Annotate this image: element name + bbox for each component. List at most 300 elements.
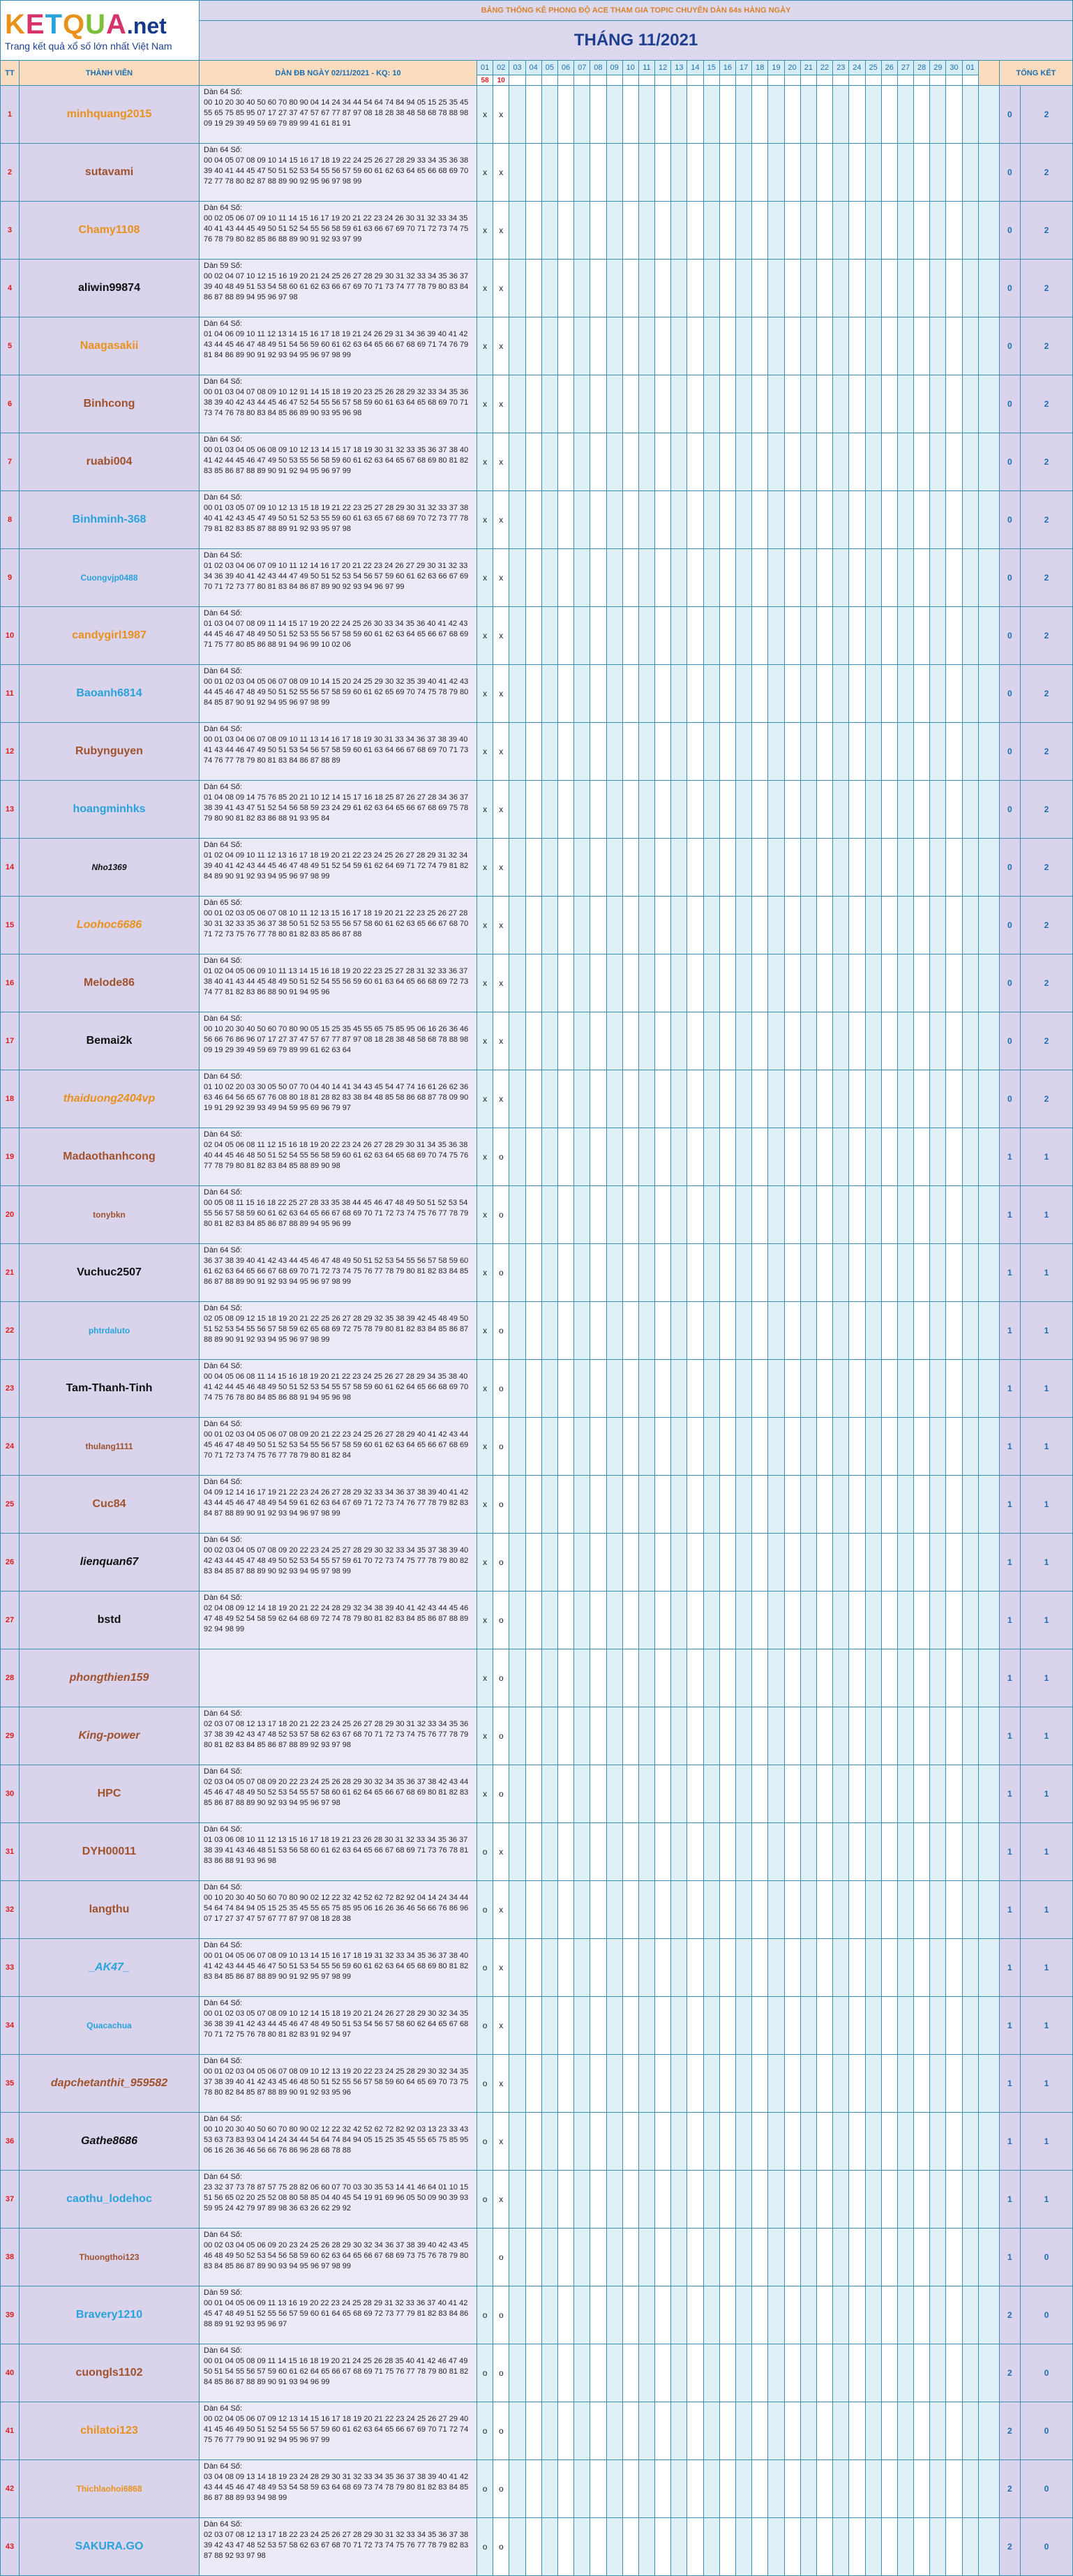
number-set-heading: Dàn 64 Số: [204,320,243,328]
member-name[interactable]: lienquan67 [20,1534,200,1592]
day-cell [800,317,816,375]
day-cell: x [477,1360,493,1418]
day-cell [622,549,638,607]
day-cell [655,317,671,375]
day-cell [816,1476,832,1534]
day-cell [752,2518,768,2576]
day-cell [687,1418,703,1476]
day-cell [946,1070,962,1128]
day-cell [962,1418,978,1476]
day-cell [687,1476,703,1534]
number-set-values: 01 03 04 07 08 09 11 14 15 17 19 20 22 24 25 26 30 33 34 35 36 40 41 42 43 44 45 46 47 48 49 50 51 52 53 55 56 57 58 59 60 61 62 63 64 65 66 67 68 69 71 75 77 80 85 86 88 91 94 96 99 10 02 06 [204,620,469,649]
day-cell [541,1244,557,1302]
day-header: 05 [541,61,557,75]
member-name[interactable]: thulang1111 [20,1418,200,1476]
hit-count: 0 [999,897,1020,954]
member-name[interactable]: Naagasakii [20,317,200,375]
day-cell [865,202,881,260]
day-cell [655,665,671,723]
day-cell [525,2171,541,2229]
member-name[interactable]: Baoanh6814 [20,665,200,723]
day-cell [687,1823,703,1881]
member-name[interactable]: sutavami [20,144,200,202]
day-cell [622,665,638,723]
member-name[interactable]: phongthien159 [20,1649,200,1707]
table-title: BẢNG THỐNG KÊ PHONG ĐỘ ACE THAM GIA TOPIC CHUYÊN DÀN 64s HÀNG NGÀY [200,1,1073,21]
day-cell [736,2518,752,2576]
day-cell [719,2518,735,2576]
member-name[interactable]: ruabi004 [20,433,200,491]
day-cell [768,260,784,317]
day-cell [509,549,525,607]
day-cell [930,665,946,723]
day-cell [930,1592,946,1649]
hit-count: 1 [999,2055,1020,2113]
day-cell [638,375,654,433]
day-cell [703,260,719,317]
day-cell [719,491,735,549]
day-cell [509,897,525,954]
day-cell [557,1360,573,1418]
day-cell [638,954,654,1012]
hit-count: 1 [999,2171,1020,2229]
day-cell [914,202,930,260]
day-cell [930,1881,946,1939]
day-cell [914,1476,930,1534]
member-name[interactable]: Bemai2k [20,1012,200,1070]
day-cell [768,607,784,665]
number-set-values: 02 03 07 08 12 13 17 18 20 21 22 23 24 25 26 27 28 29 30 31 32 33 34 35 36 37 38 39 42 43 47 48 52 53 57 58 62 63 67 68 70 71 72 73 74 75 76 77 78 79 80 81 82 83 84 85 86 87 88 89 92 93 97 98 [204,1720,469,1749]
day-cell [946,86,962,144]
day-cell [719,1186,735,1244]
day-cell [768,86,784,144]
member-name[interactable]: Tam-Thanh-Tinh [20,1360,200,1418]
day-cell [525,1244,541,1302]
day-cell [719,1997,735,2055]
member-name[interactable]: hoangminhks [20,781,200,839]
day-cell [736,607,752,665]
member-name[interactable]: Madaothanhcong [20,1128,200,1186]
day-cell [784,1997,800,2055]
number-set-values: 00 01 02 03 05 06 07 08 10 11 12 13 15 16 17 18 19 20 21 22 23 25 26 27 28 30 31 32 33 35 36 37 38 50 51 52 53 55 56 57 58 60 61 62 63 65 66 67 68 70 71 72 73 75 76 77 78 80 81 82 83 85 86 87 88 [204,909,469,938]
day-cell [606,954,622,1012]
day-cell [833,781,849,839]
day-cell [687,1128,703,1186]
day-cell [655,839,671,897]
day-cell [946,1823,962,1881]
spacer-cell [978,2229,999,2286]
day-cell [736,317,752,375]
day-cell [541,433,557,491]
day-cell [881,2344,897,2402]
day-cell [687,781,703,839]
member-name[interactable]: langthu [20,1881,200,1939]
day-cell [736,1476,752,1534]
day-cell [930,202,946,260]
day-cell [703,839,719,897]
member-name[interactable]: phtrdaluto [20,1302,200,1360]
hit-count: 2 [999,2344,1020,2402]
day-cell [703,1360,719,1418]
day-cell [606,1418,622,1476]
member-name[interactable]: Chamy1108 [20,202,200,260]
number-set-heading: Dàn 64 Số: [204,1883,243,1892]
day-cell [671,1823,687,1881]
day-cell [849,1707,865,1765]
day-cell [703,2344,719,2402]
day-cell [865,1765,881,1823]
day-cell [541,2286,557,2344]
miss-count: 1 [1020,1707,1072,1765]
day-cell [784,2402,800,2460]
day-cell [800,1186,816,1244]
day-cell [946,549,962,607]
day-header: 17 [736,61,752,75]
day-cell [736,723,752,781]
day-cell [897,723,913,781]
day-cell [833,954,849,1012]
day-cell [784,317,800,375]
miss-count: 1 [1020,1418,1072,1476]
day-cell [930,375,946,433]
number-set-heading: Dàn 64 Số: [204,2173,243,2181]
day-cell [849,2344,865,2402]
day-cell [509,1186,525,1244]
day-cell [509,1592,525,1649]
day-cell [574,839,590,897]
number-set-heading: Dàn 64 Số: [204,435,243,444]
member-name[interactable]: DYH00011 [20,1823,200,1881]
number-set-heading: Dàn 64 Số: [204,1420,243,1428]
day-cell [590,1881,606,1939]
day-cell [865,2113,881,2171]
day-cell [638,607,654,665]
day-cell [719,2402,735,2460]
number-set-values: 01 02 04 09 10 11 12 13 16 17 18 19 20 21 22 23 24 25 26 27 28 29 31 32 34 39 40 41 42 43 44 45 46 47 48 49 51 52 54 59 61 62 64 69 71 72 74 79 81 82 84 89 90 91 92 93 94 95 96 97 98 99 [204,851,469,881]
miss-count: 1 [1020,1244,1072,1302]
day-cell [962,723,978,781]
member-name[interactable]: chilatoi123 [20,2402,200,2460]
day-cell [962,665,978,723]
day-cell [590,1707,606,1765]
number-set-heading: Dàn 64 Số: [204,146,243,154]
member-name[interactable]: candygirl1987 [20,607,200,665]
day-cell [962,2518,978,2576]
day-cell [655,1765,671,1823]
site-logo[interactable] [1,1,200,61]
day-cell [962,1881,978,1939]
day-cell [541,1649,557,1707]
spacer-cell [978,1881,999,1939]
result-cell [622,75,638,86]
day-cell [865,1476,881,1534]
day-cell [784,1070,800,1128]
day-cell: x [477,1186,493,1244]
day-cell [590,549,606,607]
spacer-cell [978,1244,999,1302]
day-cell [736,1360,752,1418]
day-cell [946,2460,962,2518]
day-cell [752,2055,768,2113]
day-cell [849,781,865,839]
table-row [1,491,1073,549]
day-cell [719,897,735,954]
miss-count: 1 [1020,2171,1072,2229]
day-cell [897,607,913,665]
day-cell [897,2113,913,2171]
day-cell: o [477,2344,493,2402]
table-row [1,260,1073,317]
day-cell [914,317,930,375]
member-name[interactable]: cuongls1102 [20,2344,200,2402]
member-name[interactable]: bstd [20,1592,200,1649]
day-header: 16 [719,61,735,75]
day-cell [865,839,881,897]
spacer-cell [978,1418,999,1476]
day-cell [606,144,622,202]
result-cell [509,75,525,86]
day-cell [509,723,525,781]
number-set-values: 00 01 03 04 05 06 08 09 10 12 13 14 15 17 18 19 30 31 32 33 35 36 37 38 40 41 42 44 45 46 47 49 50 53 55 56 58 59 60 61 62 63 64 65 67 68 69 80 81 82 83 85 86 87 88 89 90 91 92 94 95 96 97 99 [204,446,469,475]
day-cell: o [493,2518,509,2576]
member-name[interactable]: Rubynguyen [20,723,200,781]
day-cell: x [493,317,509,375]
day-cell [752,723,768,781]
day-cell [784,1302,800,1360]
row-number: 22 [1,1302,20,1360]
number-set [200,2344,477,2402]
member-name[interactable]: tonybkn [20,1186,200,1244]
day-cell [671,2286,687,2344]
day-cell [897,1823,913,1881]
day-cell [946,1012,962,1070]
day-cell [946,1186,962,1244]
hit-count: 1 [999,1302,1020,1360]
number-set-values: 00 10 20 30 40 50 60 70 80 90 02 12 22 32 42 52 62 72 82 92 03 13 23 33 43 53 63 73 83 93 04 14 24 34 44 54 64 74 84 94 05 15 25 35 45 55 65 75 85 95 06 16 26 36 46 56 66 76 86 96 28 68 78 88 [204,2125,469,2155]
member-name[interactable]: Melode86 [20,954,200,1012]
day-cell [962,2113,978,2171]
spacer-cell [978,1476,999,1534]
day-cell [865,2344,881,2402]
day-cell [590,2055,606,2113]
day-cell [946,1592,962,1649]
day-cell [800,2171,816,2229]
day-cell [881,1534,897,1592]
day-cell [816,1186,832,1244]
day-cell [687,2460,703,2518]
day-cell: x [477,1649,493,1707]
day-cell [881,1592,897,1649]
day-cell [509,1823,525,1881]
day-cell [897,549,913,607]
day-cell [849,1881,865,1939]
day-cell [784,549,800,607]
day-cell [768,202,784,260]
day-cell [541,1302,557,1360]
miss-count: 2 [1020,491,1072,549]
number-set-values: 01 02 03 04 06 07 09 10 11 12 14 16 17 20 21 22 23 24 26 27 29 30 31 32 33 34 36 39 40 41 42 43 44 47 49 50 51 52 53 54 56 57 59 60 61 62 63 66 67 69 70 71 72 73 77 80 81 83 84 86 87 89 90 92 93 94 96 97 99 [204,562,469,591]
member-name[interactable]: Bravery1210 [20,2286,200,2344]
number-set-heading: Dàn 64 Số: [204,2057,243,2065]
member-name[interactable]: King-power [20,1707,200,1765]
member-name[interactable]: thaiduong2404vp [20,1070,200,1128]
day-cell [800,260,816,317]
member-name[interactable]: _AK47_ [20,1939,200,1997]
day-cell [525,1707,541,1765]
day-cell [946,2344,962,2402]
day-cell [509,491,525,549]
day-cell [946,1997,962,2055]
row-number: 25 [1,1476,20,1534]
hit-count: 1 [999,1128,1020,1186]
member-name[interactable]: Binhcong [20,375,200,433]
day-cell [719,2055,735,2113]
day-cell [638,1186,654,1244]
member-name[interactable]: Binhminh-368 [20,491,200,549]
member-name[interactable]: HPC [20,1765,200,1823]
table-row [1,1765,1073,1823]
day-cell [541,1765,557,1823]
day-cell: x [477,549,493,607]
row-number: 32 [1,1881,20,1939]
number-set-values: 00 02 04 05 06 07 09 12 13 14 15 16 17 18 19 20 21 22 23 24 25 26 27 29 40 41 45 46 49 50 51 52 54 55 56 57 59 60 61 62 63 64 65 66 67 69 70 71 72 74 75 76 77 79 90 91 92 94 95 96 97 99 [204,2415,469,2444]
day-cell [930,433,946,491]
day-header: 10 [622,61,638,75]
day-cell [881,954,897,1012]
day-cell [574,86,590,144]
day-cell [622,144,638,202]
day-cell [946,317,962,375]
table-row [1,1128,1073,1186]
day-cell [557,1012,573,1070]
day-cell [962,2229,978,2286]
member-name[interactable]: Thuongthoi123 [20,2229,200,2286]
hit-count: 1 [999,1765,1020,1823]
miss-count: 2 [1020,1012,1072,1070]
member-name[interactable]: Quacachua [20,1997,200,2055]
member-name[interactable]: Cuongvjp0488 [20,549,200,607]
row-number: 38 [1,2229,20,2286]
logo-letter: T [45,8,63,40]
day-cell [930,549,946,607]
day-cell [768,1418,784,1476]
day-cell [833,491,849,549]
day-cell [881,1128,897,1186]
day-cell [703,2286,719,2344]
member-name[interactable]: dapchetanthit_959582 [20,2055,200,2113]
day-cell: x [477,1476,493,1534]
day-cell [865,2402,881,2460]
member-name[interactable]: Vuchuc2507 [20,1244,200,1302]
day-cell [574,1070,590,1128]
day-cell [541,2055,557,2113]
member-name[interactable]: Nho1369 [20,839,200,897]
day-header: 25 [865,61,881,75]
member-name[interactable]: Loohoc6686 [20,897,200,954]
day-cell [914,1881,930,1939]
day-cell [557,1476,573,1534]
day-cell [736,1707,752,1765]
day-cell [590,144,606,202]
day-cell [946,781,962,839]
number-set-values: 00 01 03 04 06 07 08 09 10 11 13 14 16 17 18 19 30 31 33 34 36 37 38 39 40 41 43 44 46 47 49 50 51 53 54 56 57 58 59 60 61 63 64 66 67 68 69 70 71 73 74 76 77 78 79 80 81 83 84 86 87 88 89 [204,735,469,765]
day-cell [687,1534,703,1592]
day-cell [574,1707,590,1765]
member-name[interactable]: Gathe8686 [20,2113,200,2171]
member-name[interactable]: Cuc84 [20,1476,200,1534]
day-cell [816,1128,832,1186]
day-cell [865,1823,881,1881]
member-name[interactable]: aliwin99874 [20,260,200,317]
day-cell [752,202,768,260]
day-cell [557,2113,573,2171]
day-cell: x [477,317,493,375]
member-name[interactable]: Thichlaohoi6868 [20,2460,200,2518]
result-cell [881,75,897,86]
day-cell [509,665,525,723]
member-name[interactable]: minhquang2015 [20,86,200,144]
day-cell [655,2402,671,2460]
day-cell [638,433,654,491]
day-cell [719,2344,735,2402]
day-cell [719,781,735,839]
day-cell [833,1244,849,1302]
day-cell [816,1070,832,1128]
day-cell: x [477,1765,493,1823]
day-cell [865,1997,881,2055]
day-cell [622,1649,638,1707]
day-cell [865,2286,881,2344]
day-cell [897,1881,913,1939]
day-cell [930,2229,946,2286]
table-row [1,549,1073,607]
day-cell [946,260,962,317]
miss-count: 0 [1020,2460,1072,2518]
day-cell [557,1939,573,1997]
day-cell [590,317,606,375]
day-cell [655,2171,671,2229]
day-cell [897,2229,913,2286]
day-cell [574,1997,590,2055]
number-set-heading: Dàn 64 Số: [204,841,243,849]
day-cell: x [493,549,509,607]
day-cell [638,1765,654,1823]
number-set-values: 00 02 03 04 05 07 08 09 20 22 23 24 25 27 28 29 30 32 33 34 35 37 38 39 40 42 43 44 45 47 48 49 50 52 53 54 55 57 59 61 70 72 73 74 75 77 78 79 80 82 83 84 85 87 88 89 90 92 93 94 95 97 98 99 [204,1546,469,1575]
day-cell [525,607,541,665]
day-cell [768,1534,784,1592]
day-cell [768,1939,784,1997]
day-cell [962,2402,978,2460]
day-cell [752,1244,768,1302]
day-cell [833,1997,849,2055]
day-cell [719,1939,735,1997]
number-set [200,433,477,491]
day-cell [881,2286,897,2344]
day-cell [525,1881,541,1939]
day-cell [525,1302,541,1360]
day-cell [816,1765,832,1823]
member-name[interactable]: caothu_lodehoc [20,2171,200,2229]
day-cell [784,375,800,433]
day-cell [525,839,541,897]
member-name[interactable]: SAKURA.GO [20,2518,200,2576]
number-set [200,1765,477,1823]
miss-count: 2 [1020,954,1072,1012]
spacer-cell [978,86,999,144]
table-row [1,433,1073,491]
day-cell [671,1534,687,1592]
day-cell [574,1881,590,1939]
